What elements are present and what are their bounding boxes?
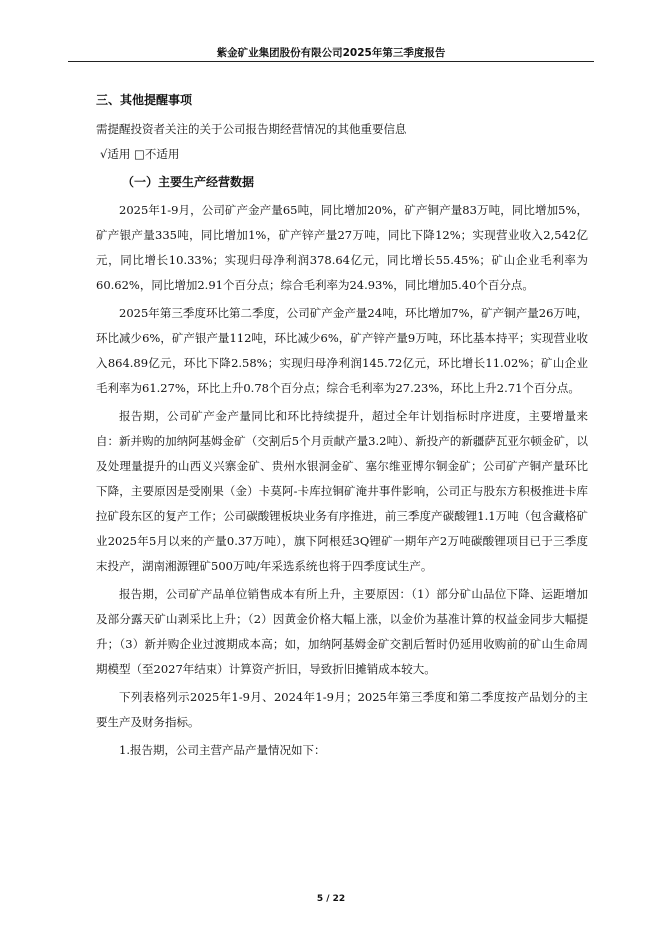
- section-heading: 三、其他提醒事项: [96, 93, 193, 107]
- page-content: [96, 88, 588, 763]
- page-number: 5 / 22: [316, 894, 346, 904]
- applicable-option: √适用: [100, 147, 131, 161]
- section-intro: 需提醒投资者关注的关于公司报告期经营情况的其他重要信息: [96, 122, 407, 136]
- report-header-title: 紫金矿业集团股份有限公司2025年第三季度报告: [216, 47, 446, 59]
- not-applicable-option: □不适用: [133, 147, 180, 161]
- paragraph-cost-drivers: 报告期，公司矿产品单位销售成本有所上升，主要原因：（1）部分矿山品位下降、运距增加及部分露天矿山剥采比上升；（2）因黄金价格大幅上涨，以金价为基准计算的权益金同步大幅提升；（3）新并购企业过渡期成本高；如，加纳阿基姆金矿交割后暂时仍延用收购前的矿山生命周期模型（至2027年结束）计算资产折旧，导致折旧摊销成本较大。: [96, 587, 588, 676]
- header-divider: [68, 61, 594, 62]
- paragraph-table-intro: 下列表格列示2025年1-9月、2024年1-9月；2025年第三季度和第二季度按产品划分的主要生产及财务指标。: [96, 690, 588, 729]
- list-item-production: 1.报告期，公司主营产品产量情况如下：: [119, 743, 326, 757]
- paragraph-ytd-summary: 2025年1-9月，公司矿产金产量65吨，同比增加20%，矿产铜产量83万吨，同比增加5%，矿产银产量335吨，同比增加1%，矿产锌产量27万吨，同比下降12%；实现营业收入2,542亿元，同比增长10.33%；实现归母净利润378.64亿元，同比增长55.45%；矿山企业毛利率为60.62%，同比增加2.91个百分点；综合毛利率为24.93%，同比增加5.40个百分点。: [96, 203, 588, 292]
- paragraph-q3-vs-q2: 2025年第三季度环比第二季度，公司矿产金产量24吨，环比增加7%，矿产铜产量26万吨，环比减少6%，矿产银产量112吨，环比减少6%，矿产锌产量9万吨，环比基本持平；实现营业收入864.89亿元，环比下降2.58%；实现归母净利润145.72亿元，环比增长11.02%；矿山企业毛利率为61.27%，环比上升0.78个百分点；综合毛利率为27.23%，环比上升2.71个百分点。: [96, 306, 588, 395]
- paragraph-production-drivers: 报告期，公司矿产金产量同比和环比持续提升，超过全年计划指标时序进度，主要增量来自：新并购的加纳阿基姆金矿（交割后5个月贡献产量3.2吨）、新投产的新疆萨瓦亚尔顿金矿，以及处理量提升的山西义兴寨金矿、贵州水银洞金矿、塞尔维亚博尔铜金矿；公司矿产铜产量环比下降，主要原因是受刚果（金）卡莫阿-卡库拉铜矿淹井事件影响，公司正与股东方积极推进卡库拉矿段东区的复产工作；公司碳酸锂板块业务有序推进，前三季度产碳酸锂1.1万吨（包含藏格矿业2025年5月以来的产量0.37万吨），旗下阿根廷3Q锂矿一期年产2万吨碳酸锂项目已于三季度末投产，湖南湘源锂矿500万吨/年采选系统也将于四季度试生产。: [96, 409, 588, 573]
- subsection-heading: （一）主要生产经营数据: [122, 175, 255, 189]
- applicability-options: [96, 142, 588, 167]
